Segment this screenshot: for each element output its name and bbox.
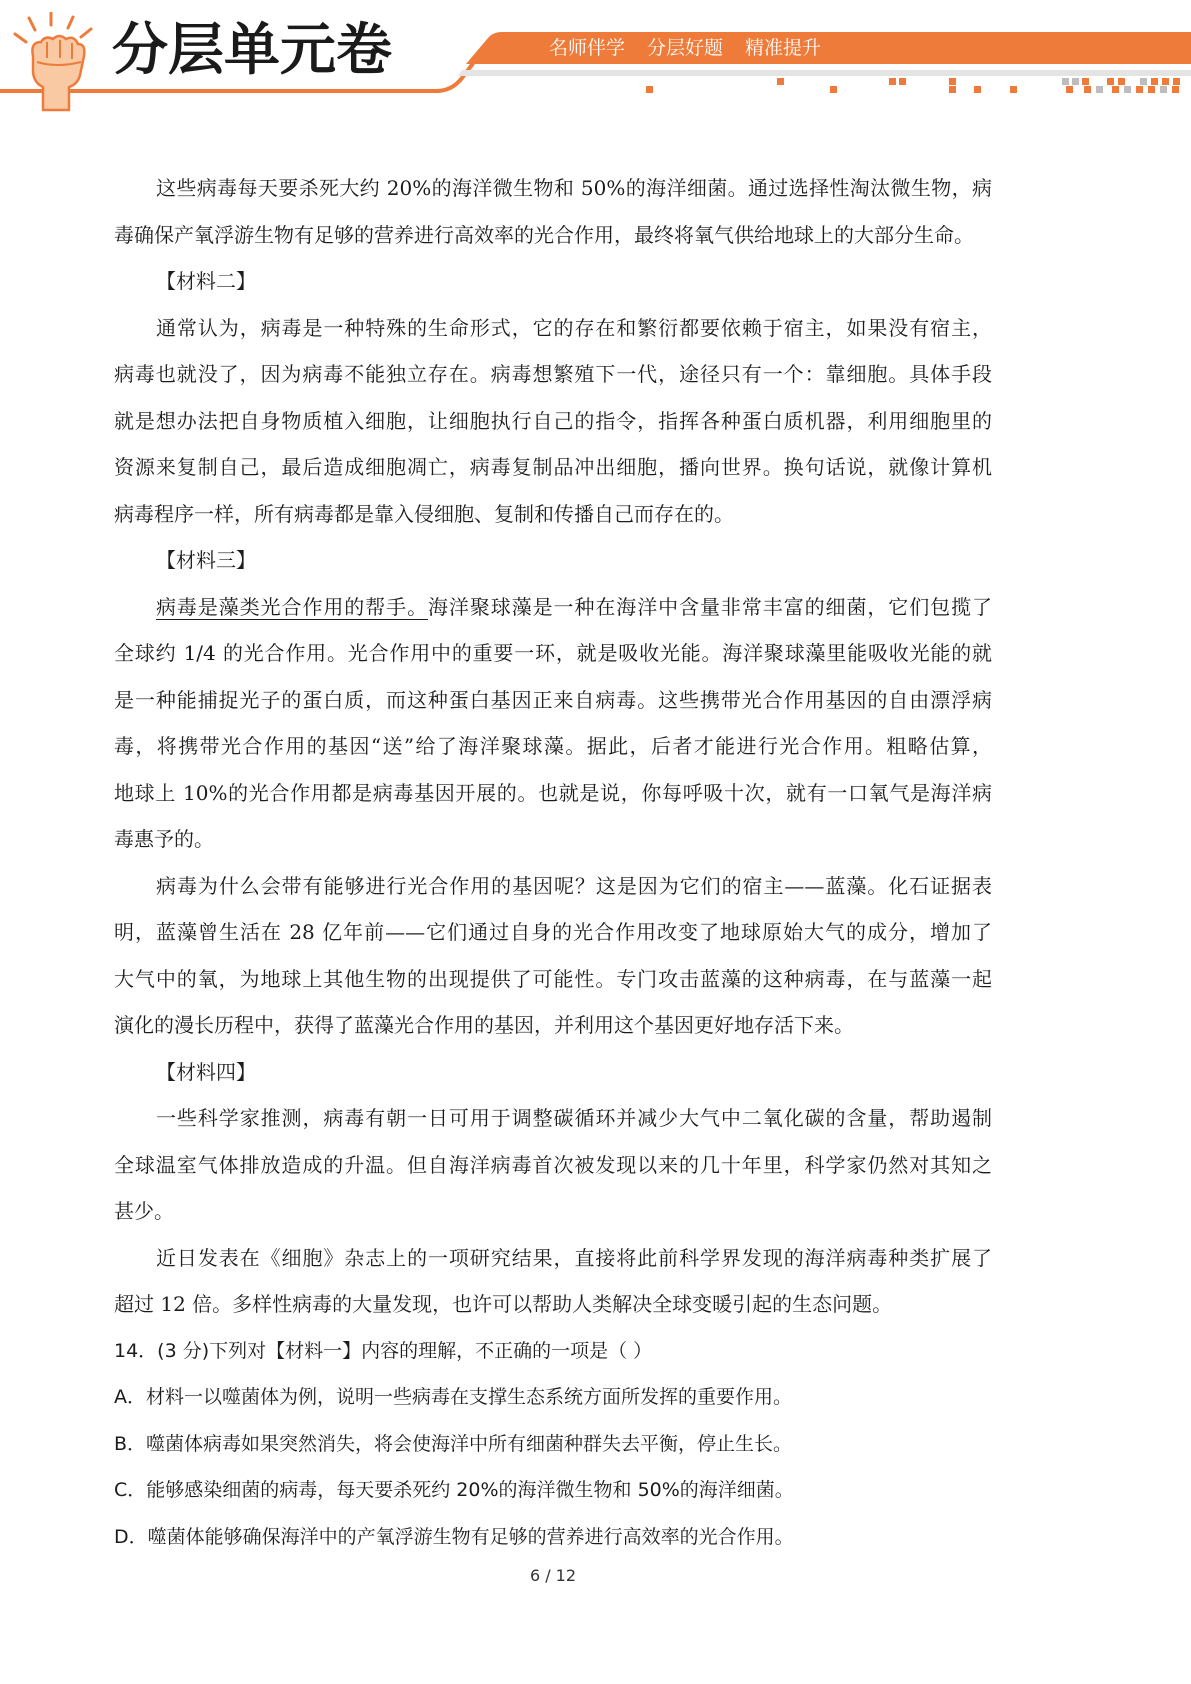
slogan-group xyxy=(549,33,843,63)
decor-square xyxy=(1136,86,1143,93)
decor-square xyxy=(1072,78,1079,85)
decor-square xyxy=(1151,78,1158,85)
decor-square xyxy=(1148,86,1155,93)
passage-line: 毒确保产氧浮游生物有足够的营养进行高效率的光合作用，最终将氧气供给地球上的大部分生命。 xyxy=(114,222,974,247)
page-number: 6 / 12 xyxy=(529,1566,577,1585)
decor-square xyxy=(1107,78,1114,85)
answer-option-a: A．材料一以噬菌体为例，说明一些病毒在支撑生态系统方面所发挥的重要作用。 xyxy=(114,1386,792,1408)
decor-square xyxy=(1162,78,1169,85)
banner-shadow-strip xyxy=(458,70,1191,76)
decor-square xyxy=(1172,86,1179,93)
decor-square xyxy=(1066,86,1073,93)
passage-line: 甚少。 xyxy=(114,1199,174,1223)
logo-fist-shape xyxy=(32,36,84,110)
passage-line: 病毒程序一样，所有病毒都是靠入侵细胞、复制和传播自己而存在的。 xyxy=(114,501,734,526)
passage-line: 就是想办法把自身物质植入细胞，让细胞执行自己的指令，指挥各种蛋白质机器，利用细胞里的 xyxy=(114,408,992,433)
decor-square xyxy=(1112,86,1119,93)
material-heading: 【材料四】 xyxy=(156,1059,256,1084)
passage-line: 明，蓝藻曾生活在 28 亿年前——它们通过自身的光合作用改变了地球原始大气的成分，增加了 xyxy=(114,920,992,944)
fist-icon xyxy=(9,12,101,112)
decor-square xyxy=(1062,78,1069,85)
slogan-text: 分层好题 xyxy=(647,37,724,59)
passage-line xyxy=(114,584,992,631)
decor-square xyxy=(949,78,956,85)
decor-square xyxy=(777,78,784,85)
answer-option-c: C．能够感染细菌的病毒，每天要杀死约 20%的海洋微生物和 50%的海洋细菌。 xyxy=(114,1479,794,1501)
passage-line: 毒惠予的。 xyxy=(114,827,214,851)
passage-line: 近日发表在《细胞》杂志上的一项研究结果，直接将此前科学界发现的海洋病毒种类扩展了 xyxy=(156,1245,992,1270)
decor-square xyxy=(830,86,837,93)
passage-line: 资源来复制自己，最后造成细胞凋亡，病毒复制品冲出细胞，播向世界。换句话说，就像计算机 xyxy=(114,455,992,479)
passage-line: 演化的漫长历程中，获得了蓝藻光合作用的基因，并利用这个基因更好地存活下来。 xyxy=(114,1013,854,1037)
passage-body xyxy=(114,165,992,1560)
decor-square xyxy=(1160,86,1167,93)
decor-square xyxy=(1173,78,1180,85)
decor-square xyxy=(1082,78,1089,85)
slogan-text: 名师伴学 xyxy=(549,37,626,59)
decor-square xyxy=(974,86,981,93)
decor-square xyxy=(1118,78,1125,85)
passage-line: 是一种能捕捉光子的蛋白质，而这种蛋白基因正来自病毒。这些携带光合作用基因的自由漂浮病 xyxy=(114,687,992,712)
question-stem: 14．(3 分)下列对【材料一】内容的理解，不正确的一项是（ ） xyxy=(114,1339,653,1362)
header-dot-decoration xyxy=(646,78,1180,93)
decor-square xyxy=(1084,86,1091,93)
passage-line: 超过 12 倍。多样性病毒的大量发现，也许可以帮助人类解决全球变暖引起的生态问题。 xyxy=(114,1292,893,1316)
answer-option-d: D．噬菌体能够确保海洋中的产氧浮游生物有足够的营养进行高效率的光合作用。 xyxy=(114,1525,794,1548)
passage-line: 全球温室气体排放造成的升温。但自海洋病毒首次被发现以来的几十年里，科学家仍然对其知之 xyxy=(114,1152,992,1177)
decor-square xyxy=(949,86,956,93)
slogan-text: 精准提升 xyxy=(745,37,822,59)
answer-option-b: B．噬菌体病毒如果突然消失，将会使海洋中所有细菌种群失去平衡，停止生长。 xyxy=(114,1432,793,1455)
passage-line: 通常认为，病毒是一种特殊的生命形式，它的存在和繁衍都要依赖于宿主，如果没有宿主， xyxy=(156,315,992,340)
passage-line: 大气中的氧，为地球上其他生物的出现提供了可能性。专门攻击蓝藻的这种病毒，在与蓝藻一起 xyxy=(114,966,992,991)
page-title: 分层单元卷 xyxy=(112,18,392,83)
decor-square xyxy=(1010,86,1017,93)
decor-square xyxy=(1096,86,1103,93)
passage-line: 一些科学家推测，病毒有朝一日可用于调整碳循环并减少大气中二氧化碳的含量，帮助遏制 xyxy=(156,1106,992,1130)
passage-line: 病毒也就没了，因为病毒不能独立存在。病毒想繁殖下一代，途径只有一个：靠细胞。具体手段 xyxy=(114,362,992,386)
passage-line: 这些病毒每天要杀死大约 20%的海洋微生物和 50%的海洋细菌。通过选择性淘汰微生物，病 xyxy=(156,176,992,200)
underlined-sentence: 病毒是藻类光合作用的帮手。 xyxy=(156,594,428,619)
passage-line: 地球上 10%的光合作用都是病毒基因开展的。也就是说，你每呼吸十次，就有一口氧气是海洋病 xyxy=(114,780,992,805)
decor-square xyxy=(1124,86,1131,93)
decor-square xyxy=(646,86,653,93)
material-heading: 【材料三】 xyxy=(156,548,256,572)
passage-line: 毒，将携带光合作用的基因“送”给了海洋聚球藻。据此，后者才能进行光合作用。粗略估算， xyxy=(114,734,992,758)
passage-line: 病毒为什么会带有能够进行光合作用的基因呢？这是因为它们的宿主——蓝藻。化石证据表 xyxy=(156,873,992,898)
decor-square xyxy=(1140,78,1147,85)
decor-square xyxy=(889,78,896,85)
passage-line: 全球约 1/4 的光合作用。光合作用中的重要一环，就是吸收光能。海洋聚球藻里能吸收光能的就 xyxy=(114,641,992,665)
passage-line-rest: 海洋聚球藻是一种在海洋中含量非常丰富的细菌，它们包揽了 xyxy=(428,594,992,619)
decor-square xyxy=(899,78,906,85)
material-heading: 【材料二】 xyxy=(156,269,256,293)
